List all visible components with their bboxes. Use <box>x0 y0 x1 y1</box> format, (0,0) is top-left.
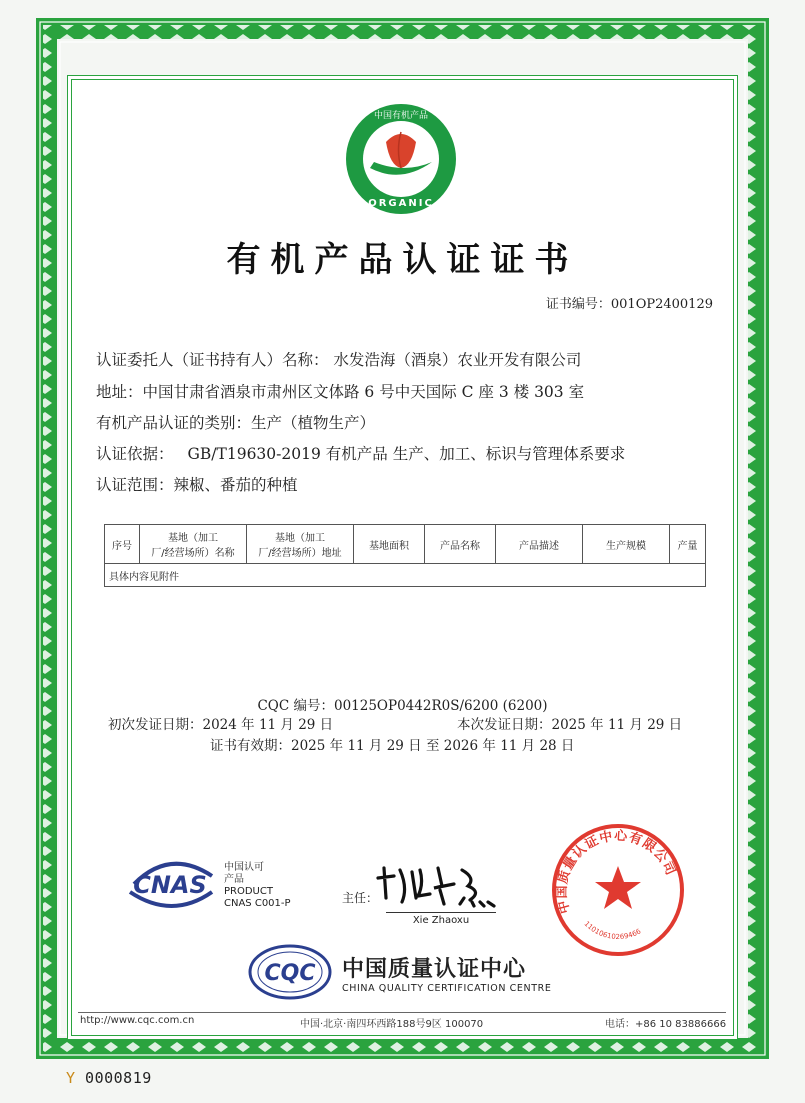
seal-text: 中国质量认证中心有限公司 <box>554 828 679 916</box>
col-product-desc: 产品描述 <box>496 525 583 564</box>
cnas-accreditation <box>224 862 291 910</box>
director-label: 主任： <box>342 891 379 905</box>
validity-period: 证书有效期：2025 年 11 月 29 日 至 2026 年 11 月 28 日 <box>210 738 575 754</box>
serial-prefix: Y <box>66 1069 76 1087</box>
seal-code: 11010610269466 <box>582 919 643 942</box>
logo-arc-text: 中国有机产品 <box>373 111 429 121</box>
svg-text:11010610269466 <box>583 920 643 941</box>
col-area: 基地面积 <box>354 525 425 564</box>
certificate-title: 有机产品认证证书 <box>226 240 579 280</box>
certification-category: 有机产品认证的类别：生产（植物生产） <box>96 414 376 432</box>
col-index: 序号 <box>105 525 140 564</box>
this-issue-date: 本次发证日期：2025 年 11 月 29 日 <box>457 717 683 733</box>
base-table <box>104 524 706 587</box>
col-base-name: 基地（加工 厂/经营场所）名称 <box>140 525 247 564</box>
org-name-cn: 中国质量认证中心 <box>342 957 527 982</box>
director-signature <box>372 858 512 910</box>
col-output: 产量 <box>670 525 706 564</box>
first-issue-date: 初次发证日期：2024 年 11 月 29 日 <box>108 717 334 733</box>
director-name: Xie Zhaoxu <box>386 912 496 926</box>
basis-label: 认证依据： <box>96 445 174 463</box>
cnas-line-2: 产品 <box>224 874 244 885</box>
cqc-logo-text: CQC <box>264 961 316 986</box>
client-address: 地址：中国甘肃省酒泉市肃州区文体路 6 号中天国际 C 座 3 楼 303 室 <box>96 383 585 401</box>
org-name-en: CHINA QUALITY CERTIFICATION CENTRE <box>342 983 552 994</box>
footer-telephone: 电话：+86 10 83886666 <box>605 1019 727 1030</box>
col-product-name: 产品名称 <box>425 525 496 564</box>
organic-logo-icon <box>344 102 458 216</box>
footer-url: http://www.cqc.com.cn <box>80 1015 195 1026</box>
cnas-logo-text: CNAS <box>133 871 207 899</box>
certification-basis <box>96 442 625 464</box>
cnas-line-3: PRODUCT <box>224 886 273 897</box>
col-scale: 生产规模 <box>583 525 670 564</box>
cnas-line-4: CNAS C001-P <box>224 898 291 909</box>
official-seal <box>548 820 688 960</box>
cqc-logo-icon <box>247 944 333 1000</box>
cqc-number: CQC 编号：00125OP0442R0S/6200 (6200) <box>257 698 548 714</box>
certificate-number: 证书编号：001OP2400129 <box>545 297 713 312</box>
col-base-address: 基地（加工 厂/经营场所）地址 <box>247 525 354 564</box>
serial-digits: 0000819 <box>75 1069 152 1087</box>
certification-scope: 认证范围：辣椒、番茄的种植 <box>96 476 298 494</box>
table-row <box>105 564 706 587</box>
footer-divider <box>78 1012 726 1013</box>
footer-address: 中国·北京·南四环西路188号9区 100070 <box>300 1019 484 1030</box>
basis-value: GB/T19630-2019 有机产品 生产、加工、标识与管理体系要求 <box>187 445 626 463</box>
table-header-row <box>105 525 706 564</box>
logo-arc-text-en: ORGANIC <box>368 198 434 209</box>
cnas-line-1: 中国认可 <box>224 862 264 873</box>
serial-number <box>66 1069 152 1087</box>
client-name: 认证委托人（证书持有人）名称： 水发浩海（酒泉）农业开发有限公司 <box>96 351 582 369</box>
cnas-logo-icon <box>120 858 220 910</box>
table-note: 具体内容见附件 <box>105 564 706 587</box>
